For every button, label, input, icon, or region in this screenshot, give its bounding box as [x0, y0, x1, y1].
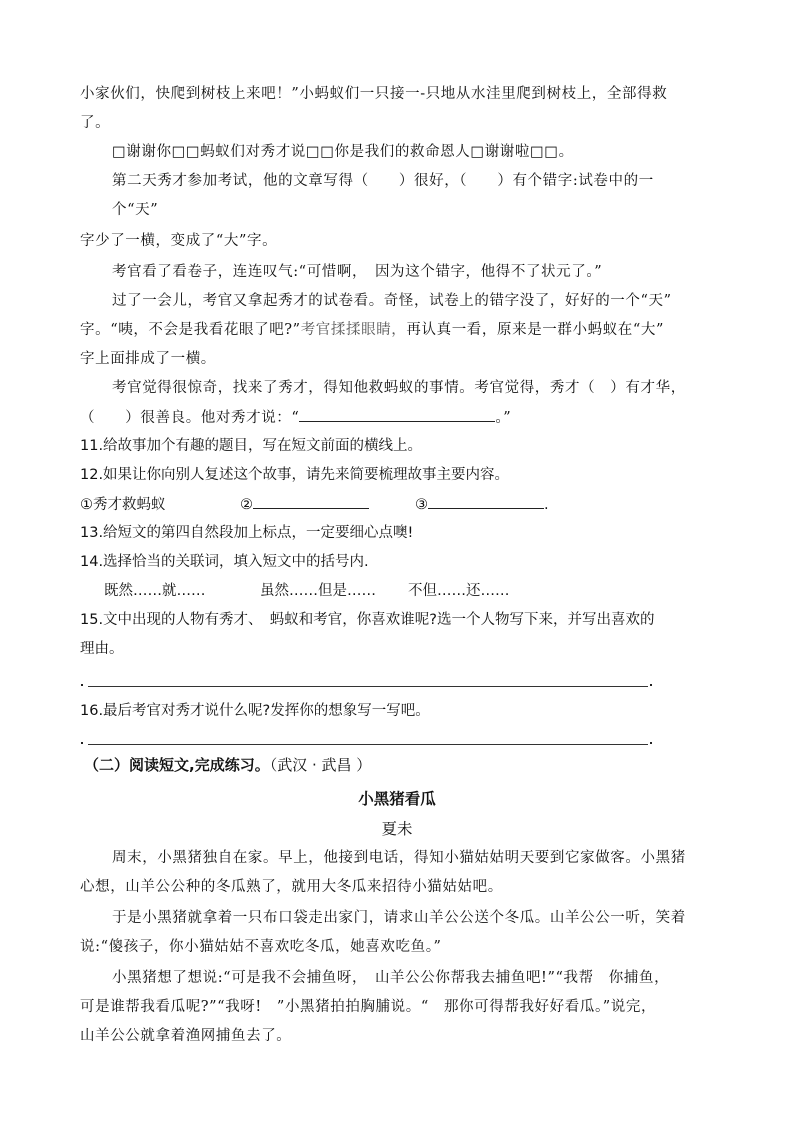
section-heading-text: （二）阅读短文,完成练习。	[84, 756, 270, 774]
story-line: 周末，小黑猪独自在家。早上，他接到电话，得知小猫姑姑明天要到它家做客。小黑猪	[112, 850, 686, 866]
passage-line: 个“天”	[112, 202, 159, 218]
summary-blank-3[interactable]	[428, 494, 544, 509]
conjunction-options	[104, 581, 744, 601]
summary-item-1: ①秀才救蚂蚁	[80, 497, 166, 513]
answer-line-dot	[650, 742, 652, 744]
punctuation-exercise-paragraph: □谢谢你□□蚂蚁们对秀才说□□你是我们的救命恩人□谢谢啦□□。	[112, 144, 574, 160]
passage-line: 过了一会儿，考官又拿起秀才的试卷看。奇怪，试卷上的错字没了，好好的一个“天”	[112, 293, 672, 309]
passage-line	[80, 407, 720, 428]
question-16: 16.最后考官对秀才说什么呢?发挥你的想象写一写吧。	[80, 703, 430, 719]
conjunction-option: 不但……还……	[408, 583, 510, 599]
passage-text: 再认真一看，原来是一群小蚂蚁在“大”	[406, 322, 665, 338]
section-heading	[84, 754, 371, 775]
passage-line: 考官觉得很惊奇，找来了秀才，得知他救蚂蚁的事情。考官觉得，秀才（ ）有才华，	[112, 380, 686, 396]
question-12: 12.如果让你向别人复述这个故事，请先来简要梳理故事主要内容。	[80, 467, 510, 483]
passage-line: 第二天秀才参加考试，他的文章写得（ ）很好，（ ）有个错字:试卷中的一	[112, 173, 654, 189]
summary-item-3-label: ③	[415, 497, 428, 513]
story-author: 夏未	[381, 820, 413, 838]
story-line: 小黑猪想了想说:“可是我不会捕鱼呀， 山羊公公你帮我去捕鱼吧!”“我帮 你捕鱼，	[112, 970, 670, 986]
passage-line: 字少了一横，变成了“大”字。	[80, 233, 278, 249]
summary-blank-2[interactable]	[253, 494, 369, 509]
question-15-continued: 理由。	[80, 641, 124, 657]
passage-text: （ ）很善良。他对秀才说：“	[80, 410, 300, 426]
section-source: （武汉 · 武昌 ）	[269, 756, 372, 774]
answer-line-dot	[81, 742, 83, 744]
question-11: 11.给故事加个有趣的题目，写在短文前面的横线上。	[80, 438, 423, 454]
summary-end-dot: .	[544, 497, 549, 513]
answer-line-dot	[650, 684, 652, 686]
question-13: 13.给短文的第四自然段加上标点，一定要细心点噢!	[80, 525, 414, 541]
passage-line: 小家伙们，快爬到树枝上来吧！”小蚂蚁们一只接一-只地从水洼里爬到树枝上，全部得救	[80, 86, 668, 102]
question-12-items	[80, 494, 720, 515]
passage-line: 考官看了看卷子，连连叹气:“可惜啊， 因为这个错字，他得不了状元了。”	[112, 264, 603, 280]
summary-item-2-label: ②	[240, 497, 253, 513]
story-line: 可是谁帮我看瓜呢?”“我呀! ”小黑猪拍拍胸脯说。“ 那你可得帮我好好看瓜。”说完，	[80, 999, 657, 1015]
passage-text: 字。“咦，不会是我看花眼了吧?”	[80, 322, 301, 338]
answer-line-q16[interactable]	[88, 744, 648, 745]
conjunction-option: 虽然……但是……	[260, 583, 376, 599]
question-14: 14.选择恰当的关联词，填入短文中的括号内.	[80, 554, 369, 570]
passage-text: 。”	[495, 410, 512, 426]
quote-blank[interactable]	[299, 407, 495, 422]
question-15: 15.文中出现的人物有秀才、 蚂蚁和考官，你喜欢谁呢?选一个人物写下来，并写出喜欢的	[80, 612, 655, 628]
passage-line: 字上面排成了一横。	[80, 351, 216, 367]
story-line: 心想，山羊公公种的冬瓜熟了，就用大冬瓜来招待小猫姑姑吧。	[80, 879, 503, 895]
story-line: 山羊公公就拿着渔网捕鱼去了。	[80, 1028, 292, 1044]
conjunction-option: 既然……就……	[104, 583, 206, 599]
answer-line-dot	[81, 684, 83, 686]
passage-text: 考官揉揉眼睛，	[300, 322, 407, 338]
passage-line: 了。	[80, 115, 111, 131]
answer-line-q15[interactable]	[88, 686, 648, 687]
story-title: 小黑猪看瓜	[358, 790, 436, 808]
story-line: 说:“傻孩子，你小猫姑姑不喜欢吃冬瓜，她喜欢吃鱼。”	[80, 939, 442, 955]
story-line: 于是小黑猪就拿着一只布口袋走出家门，请求山羊公公送个冬瓜。山羊公公一听，笑着	[112, 910, 686, 926]
passage-line	[80, 320, 720, 340]
